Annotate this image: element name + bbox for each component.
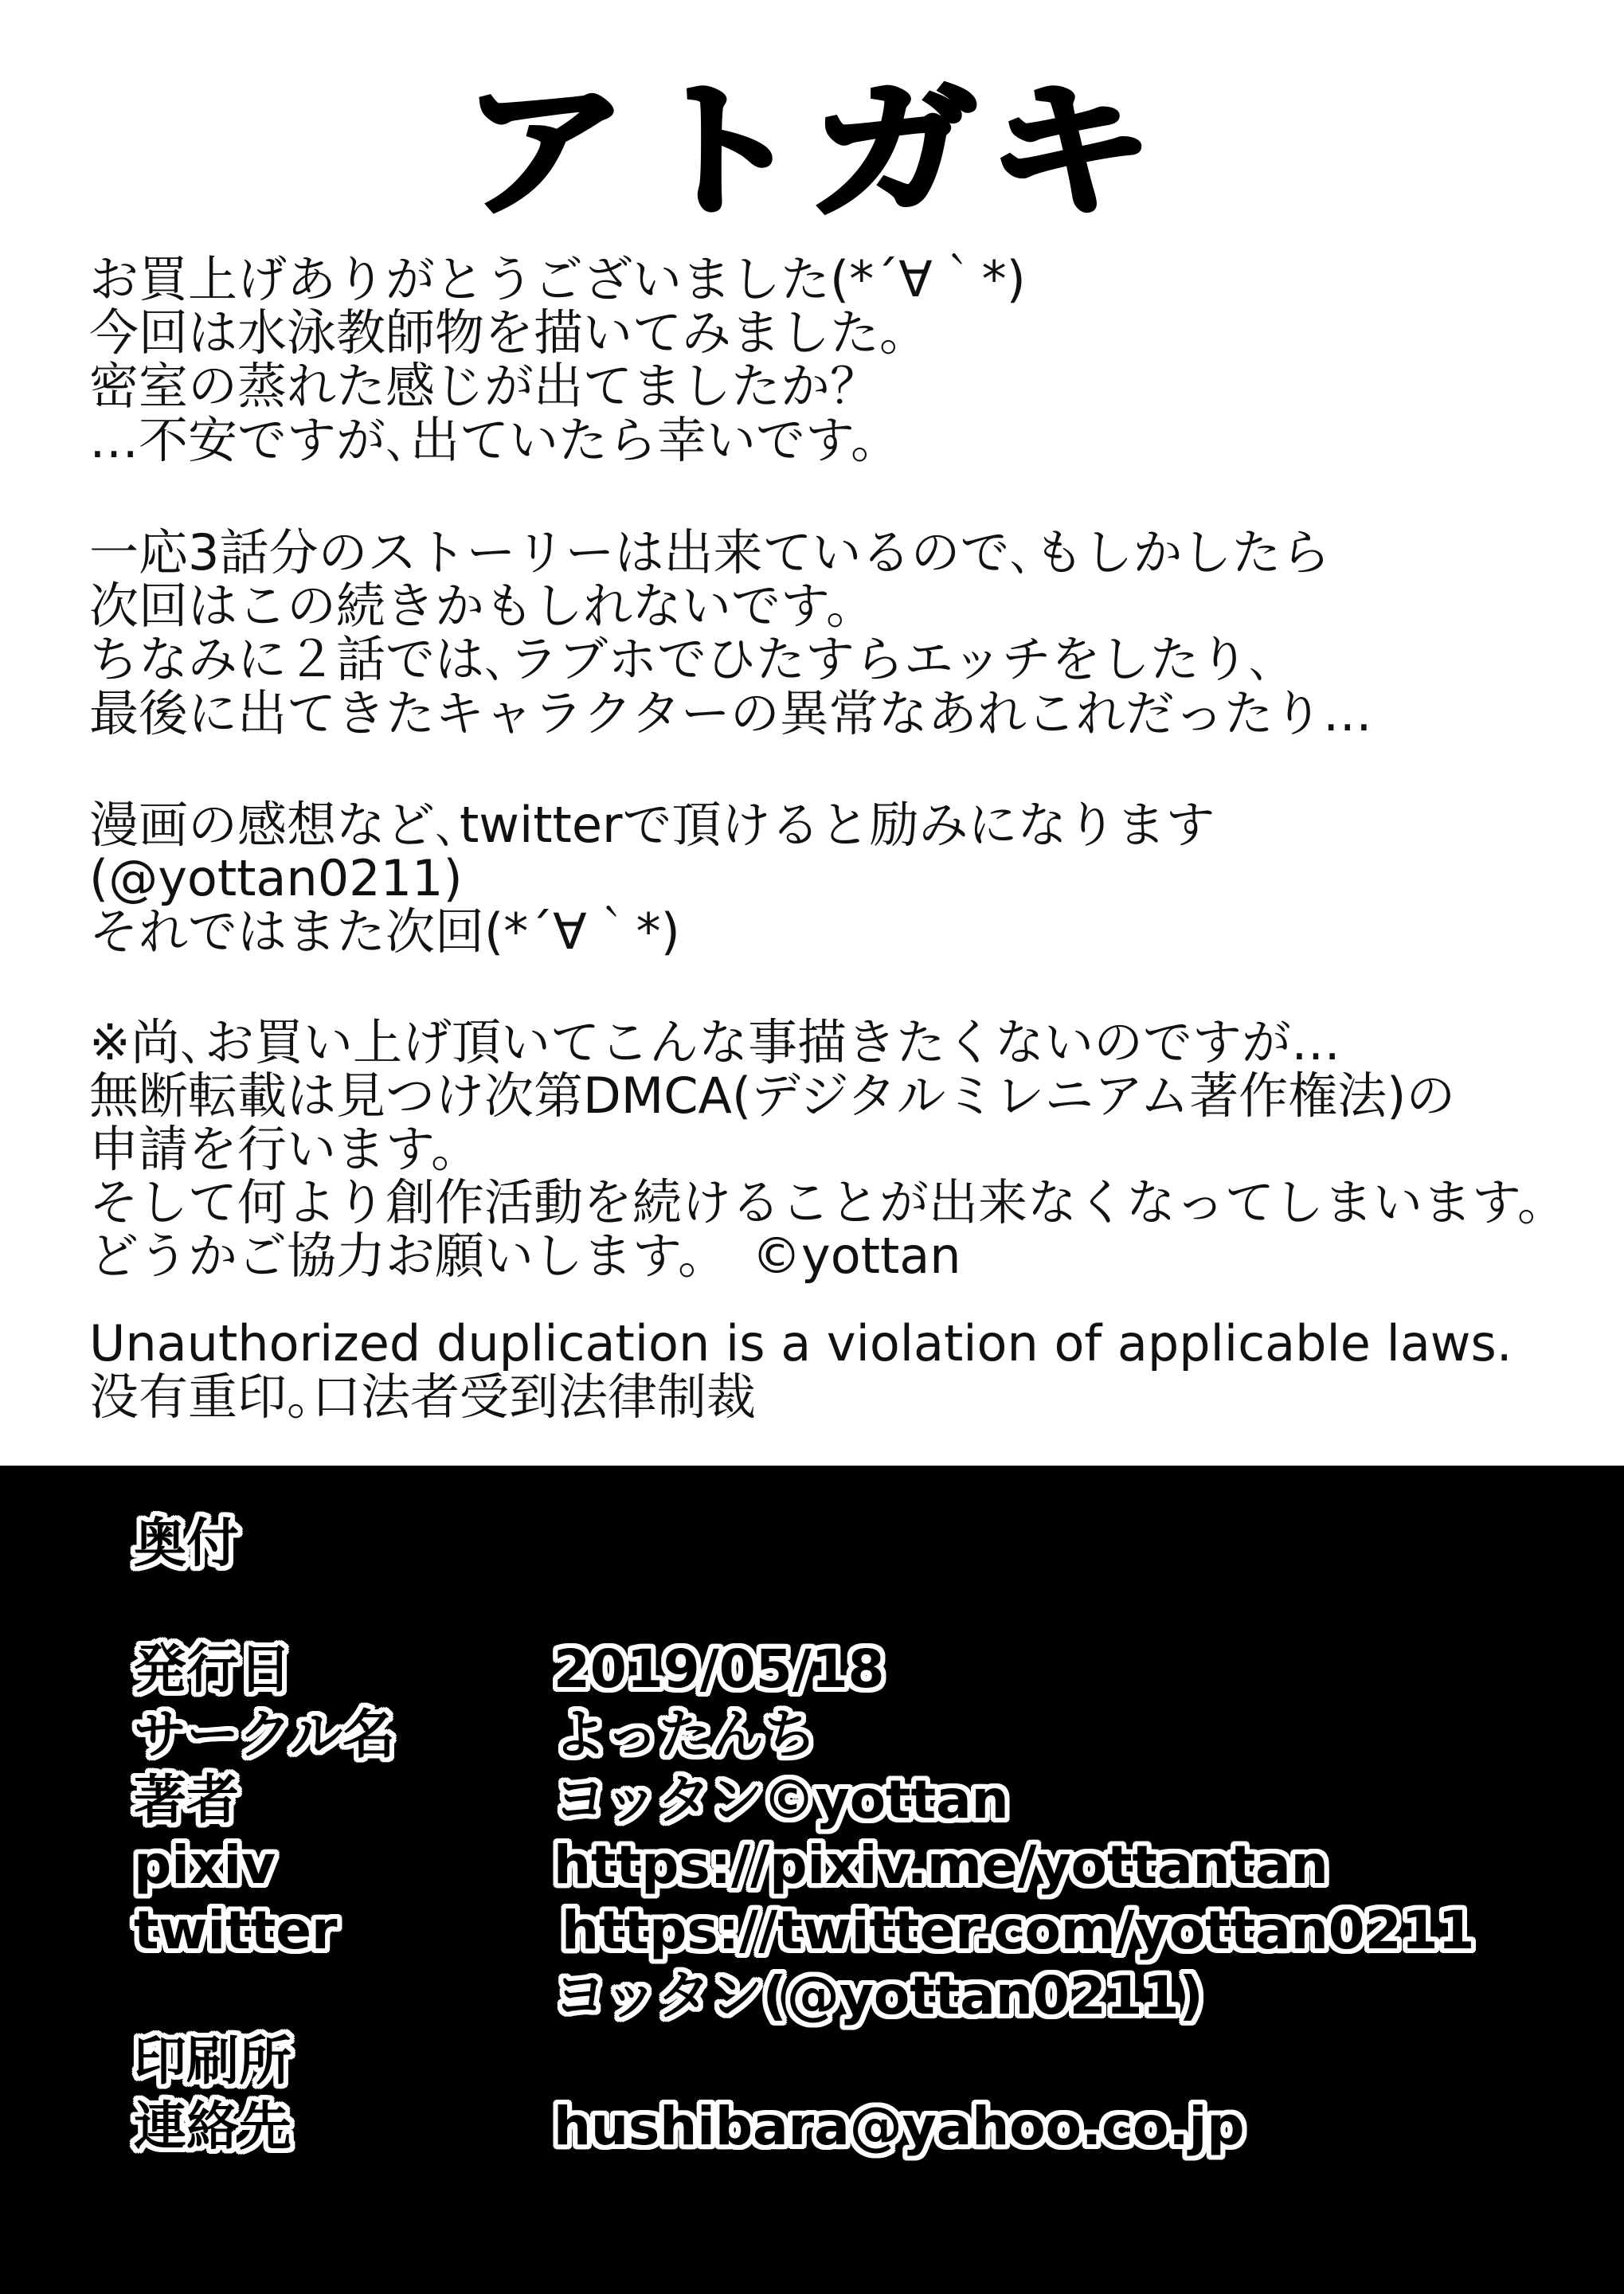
- colophon-value-twitter: https://twitter.com/yottan0211: [562, 1900, 1475, 1961]
- afterword-line: (@yottan0211): [89, 849, 463, 907]
- colophon-value-circle: よったんち: [554, 1704, 816, 1765]
- colophon-heading: 奥付: [134, 1513, 239, 1574]
- afterword-line: それではまた次回(*´∀｀*): [89, 902, 680, 961]
- afterword-line: 没有重印｡口法者受到法律制裁: [89, 1368, 757, 1426]
- afterword-line: 最後に出てきたキャラクターの異常なあれこれだったり…: [89, 684, 1372, 742]
- colophon-section: [0, 1466, 1624, 2294]
- afterword-line: ※尚､お買い上げ頂いてこんな事描きたくないのですが…: [89, 1013, 1340, 1071]
- afterword-line: 密室の蒸れた感じが出てましたか？: [89, 357, 880, 415]
- afterword-line: 申請を行います。: [89, 1120, 481, 1178]
- colophon-label-contact: 連絡先: [134, 2096, 292, 2157]
- afterword-line: どうかご協力お願いします。 ©yottan: [89, 1227, 961, 1285]
- afterword-line: 今回は水泳教師物を描いてみました。: [89, 303, 929, 362]
- colophon-label-twitter: twitter: [134, 1900, 338, 1961]
- afterword-line: 無断転載は見つけ次第DMCA(デジタルミレニアム著作権法)の: [89, 1067, 1456, 1125]
- afterword-title: アトガキ: [460, 65, 1164, 237]
- afterword-line: …不安ですが､出ていたら幸いです。: [89, 411, 901, 469]
- afterword-line: ちなみに２話では､ラブホでひたすらエッチをしたり､: [89, 630, 1274, 688]
- afterword-line: お買上げありがとうございました(*´∀｀*): [89, 250, 1026, 308]
- colophon-value-pixiv: https://pixiv.me/yottantan: [554, 1834, 1329, 1896]
- colophon-label-author: 著者: [134, 1769, 239, 1830]
- colophon-label-circle: サークル名: [134, 1704, 396, 1765]
- afterword-line: Unauthorized duplication is a violation of applicable laws.: [89, 1314, 1512, 1372]
- afterword-line: 次回はこの続きかもしれないです。: [89, 577, 876, 635]
- colophon-label-date: 発行日: [134, 1638, 292, 1700]
- afterword-line: 一応3話分のストーリーは出来ているので､もしかしたら: [89, 523, 1331, 581]
- afterword-line: そして何より創作活動を続けることが出来なくなってしまいます。: [89, 1173, 1567, 1231]
- colophon-value-contact: hushibara@yahoo.co.jp: [554, 2096, 1245, 2157]
- colophon-value-twitter-handle: ヨッタン(@yottan0211): [554, 1965, 1203, 2026]
- colophon-value-date: 2019/05/18: [554, 1638, 885, 1700]
- colophon-value-author: ヨッタン©yottan: [554, 1769, 1009, 1830]
- colophon-label-printer: 印刷所: [134, 2030, 292, 2092]
- afterword-line: 漫画の感想など､twitterで頂けると励みになります: [89, 796, 1215, 854]
- colophon-label-pixiv: pixiv: [134, 1834, 276, 1896]
